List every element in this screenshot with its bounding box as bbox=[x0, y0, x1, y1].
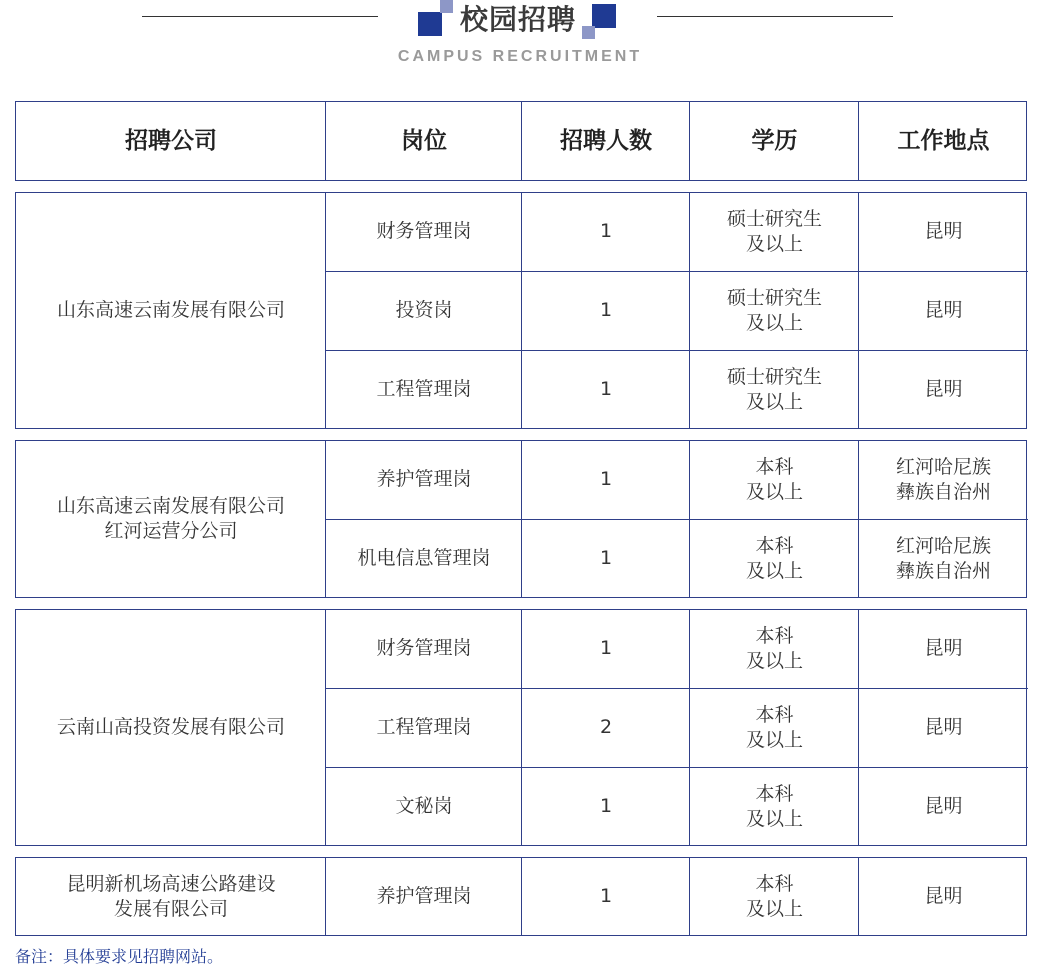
location-cell: 红河哈尼族 彝族自治州 bbox=[895, 534, 991, 582]
position-cell: 养护管理岗 bbox=[376, 885, 472, 907]
table-header-row bbox=[15, 101, 1027, 181]
position-cell: 财务管理岗 bbox=[376, 220, 472, 242]
decor-square-icon bbox=[592, 4, 616, 28]
headcount-cell: 1 bbox=[599, 299, 613, 321]
company-group bbox=[15, 440, 1027, 598]
page-title: 校园招聘 bbox=[459, 3, 576, 36]
location-cell: 昆明 bbox=[924, 795, 963, 817]
education-cell: 硕士研究生 及以上 bbox=[726, 286, 822, 334]
position-cell: 投资岗 bbox=[395, 299, 453, 321]
location-cell: 昆明 bbox=[924, 885, 963, 907]
education-cell: 本科 及以上 bbox=[745, 534, 803, 582]
page-subtitle: CAMPUS RECRUITMENT bbox=[397, 48, 643, 65]
company-group bbox=[15, 609, 1027, 846]
column-header: 岗位 bbox=[401, 127, 447, 154]
company-name: 山东高速云南发展有限公司 bbox=[56, 299, 285, 321]
education-cell: 本科 及以上 bbox=[745, 703, 803, 751]
position-cell: 养护管理岗 bbox=[376, 468, 472, 490]
headcount-cell: 1 bbox=[599, 547, 613, 569]
education-cell: 硕士研究生 及以上 bbox=[726, 207, 822, 255]
headcount-cell: 1 bbox=[599, 378, 613, 400]
position-cell: 文秘岗 bbox=[395, 795, 453, 817]
headcount-cell: 1 bbox=[599, 885, 613, 907]
footnote: 备注：具体要求见招聘网站。 bbox=[15, 947, 224, 966]
headcount-cell: 1 bbox=[599, 795, 613, 817]
company-name: 山东高速云南发展有限公司 红河运营分公司 bbox=[56, 495, 285, 542]
location-cell: 昆明 bbox=[924, 637, 963, 659]
location-cell: 红河哈尼族 彝族自治州 bbox=[895, 455, 991, 503]
headcount-cell: 1 bbox=[599, 220, 613, 242]
position-cell: 工程管理岗 bbox=[376, 378, 472, 400]
education-cell: 本科 及以上 bbox=[745, 872, 803, 920]
location-cell: 昆明 bbox=[924, 299, 963, 321]
position-cell: 工程管理岗 bbox=[376, 716, 472, 738]
position-cell: 机电信息管理岗 bbox=[357, 547, 491, 569]
section-header bbox=[0, 0, 1043, 80]
education-cell: 硕士研究生 及以上 bbox=[726, 365, 822, 413]
column-header: 招聘公司 bbox=[125, 127, 217, 154]
header-rule-left bbox=[142, 16, 378, 17]
decor-square-icon bbox=[582, 26, 595, 39]
education-cell: 本科 及以上 bbox=[745, 624, 803, 672]
location-cell: 昆明 bbox=[924, 220, 963, 242]
company-group bbox=[15, 192, 1027, 429]
column-header: 工作地点 bbox=[897, 127, 990, 154]
company-name: 昆明新机场高速公路建设 发展有限公司 bbox=[66, 872, 276, 920]
position-cell: 财务管理岗 bbox=[376, 637, 472, 659]
column-header: 学历 bbox=[751, 127, 798, 154]
company-group bbox=[15, 857, 1027, 936]
decor-square-icon bbox=[418, 12, 442, 36]
headcount-cell: 2 bbox=[599, 716, 613, 738]
headcount-cell: 1 bbox=[599, 468, 613, 490]
column-header: 招聘人数 bbox=[560, 127, 652, 154]
education-cell: 本科 及以上 bbox=[745, 782, 803, 830]
headcount-cell: 1 bbox=[599, 637, 613, 659]
education-cell: 本科 及以上 bbox=[745, 455, 803, 503]
company-name: 云南山高投资发展有限公司 bbox=[56, 716, 285, 738]
location-cell: 昆明 bbox=[924, 716, 963, 738]
location-cell: 昆明 bbox=[924, 378, 963, 400]
header-rule-right bbox=[657, 16, 893, 17]
